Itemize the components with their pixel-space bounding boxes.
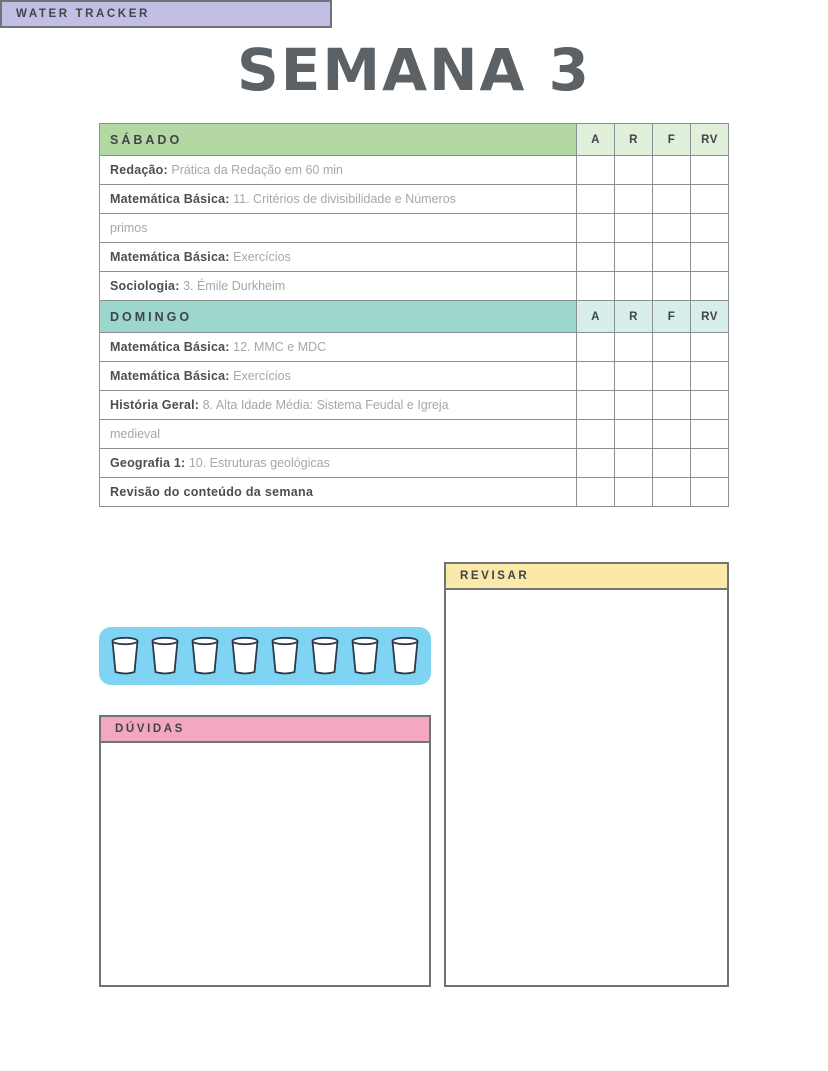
task-subject: Matemática Básica: xyxy=(110,250,230,264)
day-name: SÁBADO xyxy=(100,124,577,156)
checkbox-cell-rv[interactable] xyxy=(691,272,729,301)
revisar-notes-area[interactable] xyxy=(446,590,727,983)
checkbox-cell-r[interactable] xyxy=(615,420,653,449)
mark-column-header: F xyxy=(653,124,691,156)
checkbox-cell-f[interactable] xyxy=(653,214,691,243)
task-topic: Exercícios xyxy=(233,250,291,264)
checkbox-cell-a[interactable] xyxy=(577,420,615,449)
task-row xyxy=(100,185,729,214)
checkbox-cell-f[interactable] xyxy=(653,449,691,478)
water-cup-icon[interactable] xyxy=(269,636,301,676)
task-subject: Matemática Básica: xyxy=(110,369,230,383)
task-cell xyxy=(100,362,577,391)
water-cup-icon[interactable] xyxy=(229,636,261,676)
duvidas-header xyxy=(101,717,429,743)
task-subject: Redação: xyxy=(110,163,168,177)
task-row xyxy=(100,478,729,507)
water-cup-icon[interactable] xyxy=(189,636,221,676)
page-title: SEMANA 3 xyxy=(237,36,591,104)
task-row xyxy=(100,333,729,362)
water-tracker-title: WATER TRACKER xyxy=(16,8,150,20)
checkbox-cell-f[interactable] xyxy=(653,272,691,301)
day-name: DOMINGO xyxy=(100,301,577,333)
water-tracker-header xyxy=(0,0,332,28)
duvidas-notes-area[interactable] xyxy=(101,743,429,983)
water-cup-icon[interactable] xyxy=(389,636,421,676)
day-header-row xyxy=(100,301,729,333)
mark-column-header: A xyxy=(577,301,615,333)
checkbox-cell-r[interactable] xyxy=(615,449,653,478)
checkbox-cell-r[interactable] xyxy=(615,333,653,362)
task-topic: Prática da Redação em 60 min xyxy=(171,163,343,177)
task-row xyxy=(100,272,729,301)
task-row xyxy=(100,362,729,391)
revisar-title: REVISAR xyxy=(460,570,530,582)
checkbox-cell-a[interactable] xyxy=(577,478,615,507)
checkbox-cell-r[interactable] xyxy=(615,185,653,214)
task-topic: 10. Estruturas geológicas xyxy=(188,456,330,470)
task-subject: Matemática Básica: xyxy=(110,340,230,354)
checkbox-cell-a[interactable] xyxy=(577,362,615,391)
task-row xyxy=(100,156,729,185)
checkbox-cell-f[interactable] xyxy=(653,243,691,272)
checkbox-cell-a[interactable] xyxy=(577,243,615,272)
checkbox-cell-r[interactable] xyxy=(615,478,653,507)
revisar-header xyxy=(446,564,727,590)
task-cell xyxy=(100,156,577,185)
task-subject: Sociologia: xyxy=(110,279,180,293)
checkbox-cell-f[interactable] xyxy=(653,185,691,214)
task-row xyxy=(100,214,729,243)
checkbox-cell-a[interactable] xyxy=(577,214,615,243)
duvidas-title: DÚVIDAS xyxy=(115,723,185,735)
checkbox-cell-a[interactable] xyxy=(577,272,615,301)
task-topic: 8. Alta Idade Média: Sistema Feudal e Igreja xyxy=(202,398,449,412)
checkbox-cell-rv[interactable] xyxy=(691,243,729,272)
task-topic-continuation: medieval xyxy=(110,427,161,441)
checkbox-cell-f[interactable] xyxy=(653,333,691,362)
checkbox-cell-r[interactable] xyxy=(615,391,653,420)
checkbox-cell-a[interactable] xyxy=(577,185,615,214)
task-cell xyxy=(100,478,577,507)
checkbox-cell-r[interactable] xyxy=(615,272,653,301)
task-subject: Matemática Básica: xyxy=(110,192,230,206)
task-topic-continuation: primos xyxy=(110,221,148,235)
task-cell xyxy=(100,214,577,243)
task-cell xyxy=(100,449,577,478)
task-cell xyxy=(100,243,577,272)
checkbox-cell-a[interactable] xyxy=(577,333,615,362)
checkbox-cell-r[interactable] xyxy=(615,214,653,243)
task-subject: Geografia 1: xyxy=(110,456,186,470)
water-cup-icon[interactable] xyxy=(149,636,181,676)
duvidas-panel xyxy=(99,715,431,987)
water-cup-icon[interactable] xyxy=(349,636,381,676)
checkbox-cell-r[interactable] xyxy=(615,362,653,391)
task-topic: Exercícios xyxy=(233,369,291,383)
mark-column-header: R xyxy=(615,124,653,156)
revisar-panel xyxy=(444,562,729,987)
task-cell xyxy=(100,391,577,420)
checkbox-cell-r[interactable] xyxy=(615,243,653,272)
checkbox-cell-r[interactable] xyxy=(615,156,653,185)
mark-column-header: F xyxy=(653,301,691,333)
checkbox-cell-a[interactable] xyxy=(577,391,615,420)
task-cell xyxy=(100,272,577,301)
task-cell xyxy=(100,420,577,449)
task-topic: 11. Critérios de divisibilidade e Números xyxy=(233,192,456,206)
checkbox-cell-f[interactable] xyxy=(653,420,691,449)
day-header-row xyxy=(100,124,729,156)
task-subject: História Geral: xyxy=(110,398,200,412)
checkbox-cell-rv[interactable] xyxy=(691,362,729,391)
checkbox-cell-rv[interactable] xyxy=(691,420,729,449)
checkbox-cell-rv[interactable] xyxy=(691,391,729,420)
task-subject: Revisão do conteúdo da semana xyxy=(110,485,314,499)
mark-column-header: R xyxy=(615,301,653,333)
task-cell xyxy=(100,185,577,214)
task-topic: 12. MMC e MDC xyxy=(233,340,327,354)
water-cup-icon[interactable] xyxy=(309,636,341,676)
water-cup-icon[interactable] xyxy=(109,636,141,676)
weekly-schedule-table xyxy=(99,123,729,507)
checkbox-cell-f[interactable] xyxy=(653,156,691,185)
task-cell xyxy=(100,333,577,362)
mark-column-header: RV xyxy=(691,301,729,333)
checkbox-cell-a[interactable] xyxy=(577,449,615,478)
water-tracker-panel xyxy=(0,0,332,28)
checkbox-cell-rv[interactable] xyxy=(691,214,729,243)
checkbox-cell-rv[interactable] xyxy=(691,333,729,362)
checkbox-cell-a[interactable] xyxy=(577,156,615,185)
water-cups-tray xyxy=(99,627,431,685)
mark-column-header: A xyxy=(577,124,615,156)
task-row xyxy=(100,449,729,478)
task-row xyxy=(100,420,729,449)
checkbox-cell-rv[interactable] xyxy=(691,449,729,478)
checkbox-cell-f[interactable] xyxy=(653,362,691,391)
task-topic: 3. Émile Durkheim xyxy=(183,279,286,293)
checkbox-cell-rv[interactable] xyxy=(691,185,729,214)
checkbox-cell-f[interactable] xyxy=(653,391,691,420)
checkbox-cell-rv[interactable] xyxy=(691,156,729,185)
mark-column-header: RV xyxy=(691,124,729,156)
task-row xyxy=(100,243,729,272)
checkbox-cell-rv[interactable] xyxy=(691,478,729,507)
checkbox-cell-f[interactable] xyxy=(653,478,691,507)
task-row xyxy=(100,391,729,420)
